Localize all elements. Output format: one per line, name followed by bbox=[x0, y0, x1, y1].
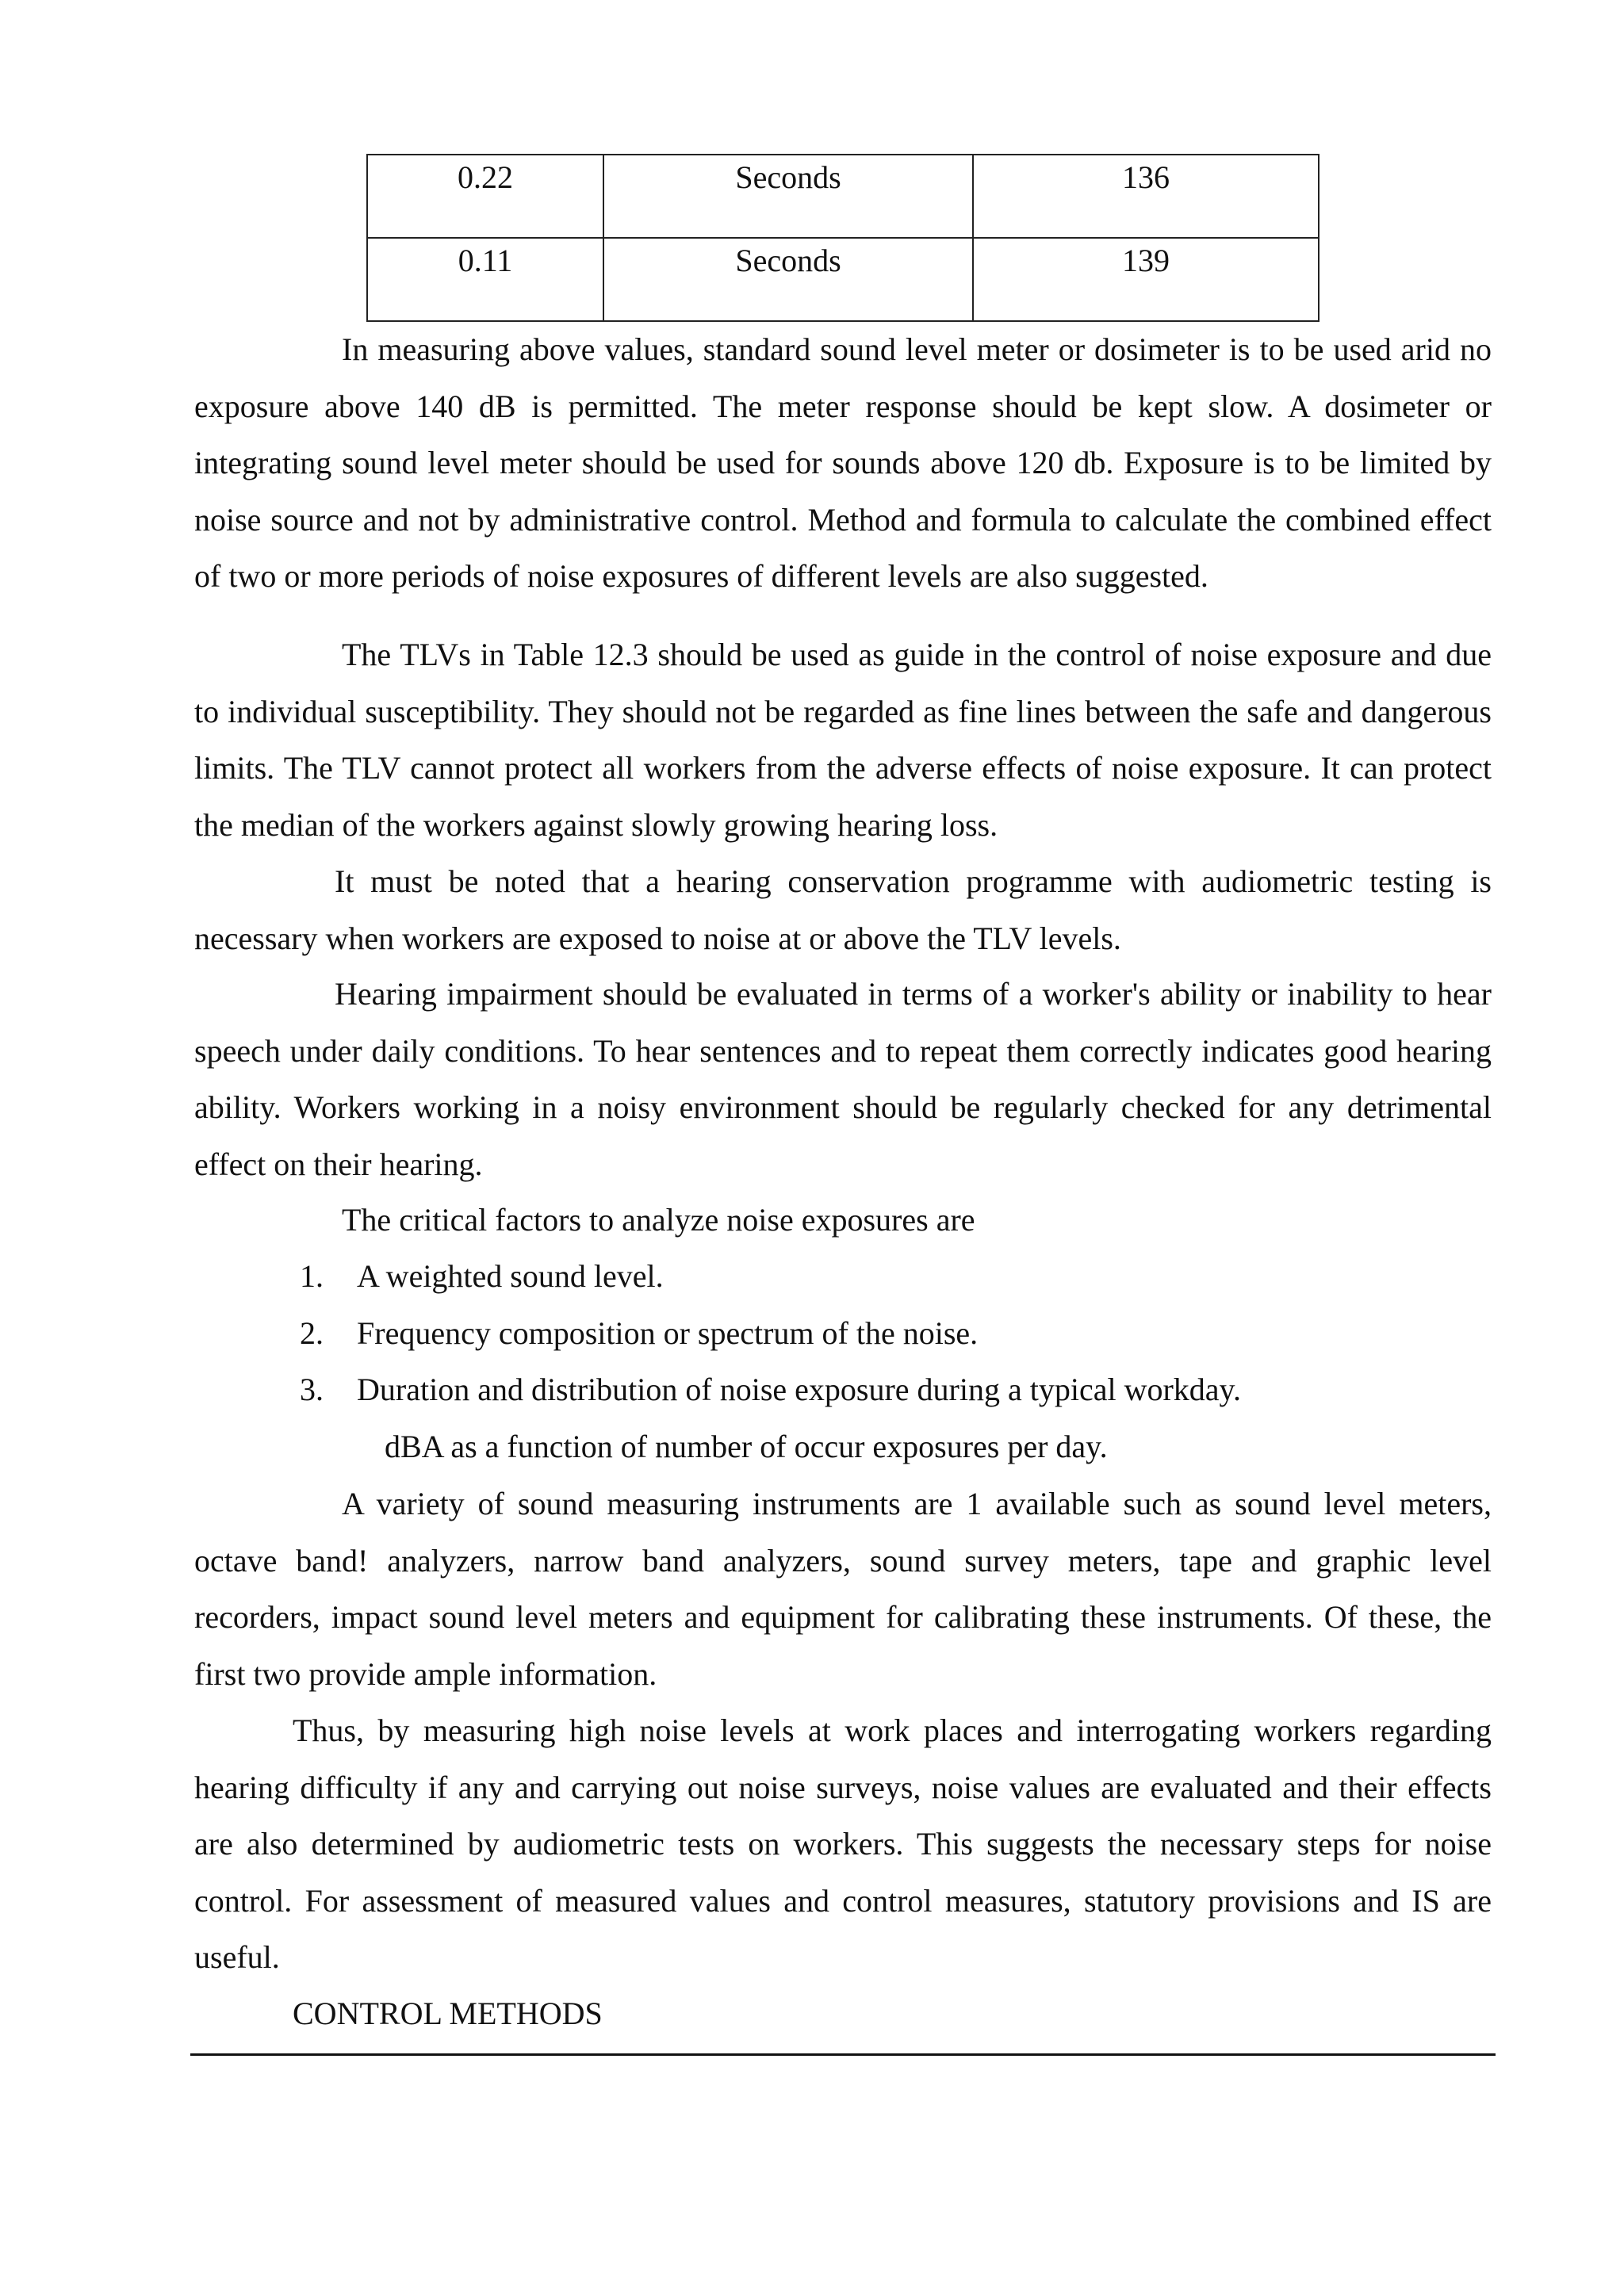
list-text: A weighted sound level. bbox=[357, 1258, 664, 1294]
list-text: Duration and distribution of noise exposure during a typical workday. bbox=[357, 1372, 1241, 1407]
table-cell bbox=[603, 155, 973, 238]
footer-divider bbox=[190, 2053, 1496, 2056]
list-item bbox=[295, 1361, 1241, 1418]
paragraph-hearing-impairment: Hearing impairment should be evaluated in terms of a worker's ability or inability to hear speech under daily conditions. To hear sentences and to repeat them correctly indicates good hearing ability. Workers working in a noisy environment should be regularly checked for any detrimental effect on their hearing. bbox=[194, 976, 1492, 1182]
list-text: Frequency composition or spectrum of the noise. bbox=[357, 1314, 979, 1351]
cell-text: 0.11 bbox=[458, 243, 513, 278]
table-cell bbox=[603, 238, 973, 321]
critical-factors-list bbox=[295, 1248, 1241, 1418]
noise-exposure-table bbox=[366, 154, 1320, 322]
table-cell bbox=[973, 155, 1319, 238]
table-row bbox=[367, 238, 1319, 321]
list-item bbox=[295, 1248, 1241, 1305]
list-item bbox=[295, 1305, 1241, 1362]
table-cell bbox=[367, 155, 603, 238]
paragraph-measuring: In measuring above values, standard sound level meter or dosimeter is to be used arid no exposure above 140 dB is permitted. The meter response should be kept slow. A dosimeter or integrating sound level meter should be used for sounds above 120 db. Exposure is to be limited by noise source and not by administrative control. Method and formula to calculate the combined effect of two or more periods of noise exposures of different levels are also suggested. bbox=[194, 331, 1492, 594]
cell-text: 136 bbox=[1122, 159, 1170, 195]
table-row bbox=[367, 155, 1319, 238]
paragraph-instruments: A variety of sound measuring instruments are 1 available such as sound level meters, octave band! analyzers, narrow band analyzers, sound survey meters, tape and graphic level recorders, impact sound level meters and equipment for calibrating these instruments. Of these, the first two provide ample information. bbox=[194, 1486, 1492, 1692]
table-cell bbox=[367, 238, 603, 321]
section-heading: CONTROL METHODS bbox=[293, 1996, 603, 2031]
dba-note: dBA as a function of number of occur exposures per day. bbox=[385, 1429, 1108, 1464]
paragraph-tlv-guide: The TLVs in Table 12.3 should be used as guide in the control of noise exposure and due to individual susceptibility. They should not be regarded as fine lines between the safe and dangerous limits. The TLV cannot protect all workers from the adverse effects of noise exposure. It can protect the median of the workers against slowly growing hearing loss. bbox=[194, 637, 1492, 843]
cell-text: 139 bbox=[1122, 243, 1170, 278]
list-number: 3. bbox=[300, 1372, 324, 1407]
paragraph-hearing-conservation: It must be noted that a hearing conservation programme with audiometric testing is necessary when workers are exposed to noise at or above the TLV levels. bbox=[194, 863, 1492, 956]
paragraph-noise-surveys: Thus, by measuring high noise levels at work places and interrogating workers regarding hearing difficulty if any and carrying out noise surveys, noise values are evaluated and their effects are also determined by audiometric tests on workers. This suggests the necessary steps for noise control. For assessment of measured values and control measures, statutory provisions and IS are useful. bbox=[194, 1712, 1492, 1975]
table-cell bbox=[973, 238, 1319, 321]
cell-text: Seconds bbox=[735, 159, 841, 195]
cell-text: 0.22 bbox=[458, 159, 513, 195]
list-number: 1. bbox=[300, 1258, 324, 1294]
list-number: 2. bbox=[300, 1314, 324, 1351]
critical-factors-intro: The critical factors to analyze noise exposures are bbox=[342, 1202, 975, 1238]
cell-text: Seconds bbox=[735, 243, 841, 278]
